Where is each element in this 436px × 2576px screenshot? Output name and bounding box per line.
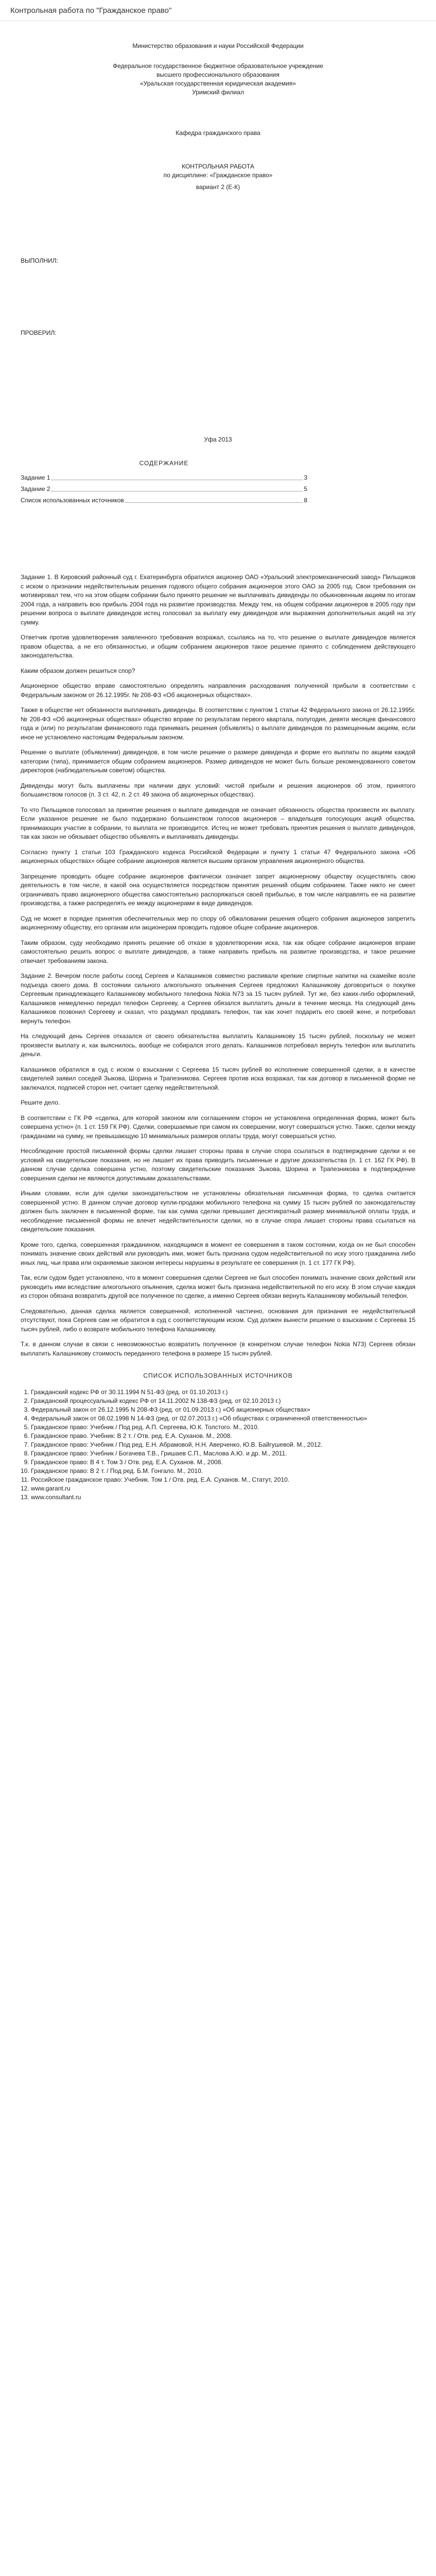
reference-item: 3. Федеральный закон от 26.12.1995 N 208-ФЗ (ред. от 01.09.2013 г.) «Об акционерных обществах» xyxy=(31,1405,415,1414)
department-line: Кафедра гражданского права xyxy=(176,129,260,137)
body-paragraph: Дивиденды могут быть выплачены при наличии двух условий: чистой прибыли и решения акционеров об этом, принятого большинством голосов (п. 3 ст. 42, п. 2 ст. 49 закона об акционерных обществах). xyxy=(21,782,415,798)
reference-item: 9. Гражданское право: В 4 т. Том 3 / Отв. ред. Е.А. Суханов. М., 2008. xyxy=(31,1458,415,1466)
body-paragraph: Таким образом, суду необходимо принять решение об отказе в удовлетворении иска, так как общее собрание акционеров вправе самостоятельно решить вопрос о выплате дивидендов, а также направить прибыль на развитие производства, и такое решение отвечает требованиям закона. xyxy=(21,939,415,964)
toc-leader xyxy=(51,472,303,480)
document-header xyxy=(0,0,436,21)
toc-leader xyxy=(125,495,303,503)
variant-line: вариант 2 (Е-К) xyxy=(196,183,240,191)
institution-line: «Уральская государственная юридическая академия» xyxy=(140,80,296,87)
body-paragraph: На следующий день Сергеев отказался от своего обязательства выплатить Калашникову 15 тысяч рублей, поскольку не может произвести выплату и, как выяснилось, вообще не собирался этого делать. Калашников потребовал вернуть телефон или выплатить деньги. xyxy=(21,1032,415,1058)
body-paragraph: Задание 2. Вечером после работы сосед Сергеев и Калашников совместно распивали крепкие спиртные напитки на скамейке возле подъезда своего дома. В состоянии сильного алкогольного опьянения Сергеев предложил Калашникову договориться о покупке Сергеевым принадлежащего Калашникову мобильного телефона Nokia N73 за 15 тысяч рублей. Тут же, без каких-либо оформлений, Калашников немедленно передал телефон Сергееву, а Сергеев обязался выплатить деньги в течение месяца. На следующий день Калашников позвонил Сергееву и сказал, что раздумал продавать телефон, так как хочет подарить его своей жене, и потребовал вернуть телефон. xyxy=(21,972,415,1025)
reference-item: 5. Гражданское право: Учебник / Под ред. А.П. Сергеева, Ю.К. Толстого. М., 2010. xyxy=(31,1423,415,1431)
body-paragraph: Т.к. в данном случае в связи с невозможностью возвратить полученное (в конкретном случае телефон Nokia N73) Сергеев обязан выплатить Калашникову стоимость переданного телефона в размере 15 тысяч рублей. xyxy=(21,1341,415,1357)
document-title: Контрольная работа по "Гражданское право" xyxy=(10,6,172,15)
toc-item-label: Список использованных источников xyxy=(21,497,124,504)
references-heading: СПИСОК ИСПОЛЬЗОВАННЫХ ИСТОЧНИКОВ xyxy=(143,1372,293,1379)
body-paragraph: Согласно пункту 1 статьи 103 Гражданского кодекса Российской Федерации и пункту 1 статьи 47 Федерального закона «Об акционерных обществах» общее собрание акционеров является высшим органом управления акционерного общества. xyxy=(21,848,415,865)
toc-item-page: 8 xyxy=(304,497,307,504)
references-list xyxy=(21,1388,415,1501)
reference-item: 11. Российское гражданское право: Учебник. Том 1 / Отв. ред. Е.А. Суханов. М., Статут, 2010. xyxy=(31,1476,415,1484)
body-paragraph: Ответчик против удовлетворения заявленного требования возражал, ссылаясь на то, что решение о выплате дивидендов является правом общества, а не его обязанностью, и общим собранием акционеров такое решение принято с соблюдением действующего законодательства. xyxy=(21,634,415,659)
toc-item[interactable] xyxy=(21,495,307,506)
institution-line: Федеральное государственное бюджетное образовательное учреждение xyxy=(113,62,323,70)
reference-item: 8. Гражданское право: Учебник / Богачева Т.В., Гришаев С.П., Маслова А.Ю. и др. М., 2011. xyxy=(31,1449,415,1458)
reference-item: 10. Гражданское право: В 2 т. / Под ред. Б.М. Гонгало. М., 2010. xyxy=(31,1467,415,1475)
body-paragraph: Акционерное общество вправе самостоятельно определять направления расходования полученной прибыли в соответствии с Федеральным законом от 26.12.1995г. № 208-ФЗ «Об акционерных обществах». xyxy=(21,682,415,699)
work-title: КОНТРОЛЬНАЯ РАБОТА xyxy=(182,163,254,170)
reference-item[interactable]: 12. www.garant.ru xyxy=(31,1484,415,1493)
toc-item[interactable] xyxy=(21,483,307,495)
toc-item-label: Задание 2 xyxy=(21,485,50,493)
body-paragraph: В соответствии с ГК РФ «сделка, для которой законом или соглашением сторон не установлена определенная форма, может быть совершена устно» (п. 1 ст. 159 ГК РФ). Сделки, совершаемые при самом их совершении, могут совершаться устно. Также, сделки между гражданами на сумму, не превышающую 10 минимальных размеров оплаты труда, могут совершаться устно. xyxy=(21,1114,415,1140)
body-paragraph: Решите дело. xyxy=(21,1099,60,1106)
body-paragraph: Так, если судом будет установлено, что в момент совершения сделки Сергеев не был способен понимать значение своих действий или руководить ими вследствие алкогольного опьянения, сделка может быть признана недействительной по его иску. В этом случае каждая из сторон обязана возвратить другой все полученное по сделке, а именно Сергеев обязан вернуть Калашникову мобильный телефон. xyxy=(21,1274,415,1299)
body-paragraph: Суд не может в порядке принятия обеспечительных мер по спору об обжаловании решения общего собрания акционеров запретить акционерному обществу, его органам или акционерам проводить годовое общее собрание акционеров. xyxy=(21,914,415,931)
toc-item-page: 5 xyxy=(304,485,307,493)
reference-item: 4. Федеральный закон от 08.02.1998 N 14-ФЗ (ред. от 02.07.2013 г.) «Об обществах с ограниченной ответственностью» xyxy=(31,1414,415,1422)
body-paragraph: Решение о выплате (объявлении) дивидендов, в том числе решение о размере дивиденда и форме его выплаты по акциям каждой категории (типа), принимается общим собранием акционеров. Размер дивидендов не может быть больше рекомендованного советом директоров (наблюдательным советом) общества. xyxy=(21,749,415,774)
reference-item[interactable]: 13. www.consultant.ru xyxy=(31,1493,415,1501)
ministry-line: Министерство образования и науки Российской Федерации xyxy=(132,42,304,49)
body-paragraph: Каким образом должен решиться спор? xyxy=(21,667,135,674)
toc-heading: СОДЕРЖАНИЕ xyxy=(139,460,189,467)
body-paragraph: То что Пильщиков голосовал за принятие решения о выплате дивидендов не означает обязанность общества произвести их выплату. Если указанное решение не было поддержано большинством голосов акционеров – владельцев голосующих акций общества, принимающих участие в собрании, то выплата не производится. Истец не может требовать принятия решения о выплате дивидендов, так как закон не обязывает общество объявлять и выплачивать дивиденды. xyxy=(21,806,415,840)
toc-item-label: Задание 1 xyxy=(21,474,50,481)
body-paragraph: Также в обществе нет обязанности выплачивать дивиденды. В соответствии с пунктом 1 статьи 42 Федерального закона от 26.12.1995г. № 208-ФЗ «Об акционерных обществах» общество вправе по результатам первого квартала, полугодия, девяти месяцев финансового года и (или) по результатам финансового года принимать решения (объявлять) о выплате дивидендов по размещенным акциям, если иное не установлено настоящим Федеральным законом. xyxy=(21,706,415,741)
discipline-line: по дисциплине: «Гражданское право» xyxy=(163,172,273,179)
body-paragraph: Калашников обратился в суд с иском о взыскании с Сергеева 15 тысяч рублей во исполнение совершенной сделки, а в качестве свидетелей заявил соседей Зыкова, Шорина и Трапезникова. Сергеев против иска возражал, так как договор в письменной форме не заключался, подписей сторон нет, считает сделку недействительной. xyxy=(21,1065,415,1091)
institution-line: Уримский филиал xyxy=(192,89,244,96)
title-page xyxy=(0,21,436,192)
body-paragraph: Задание 1. В Кировский районный суд г. Екатеринбурга обратился акционер ОАО «Уральский электромеханический завод» Пильщиков с иском о признании недействительным решения годового общего собрания акционеров этого ОАО за 2005 год. Свои требования он мотивировал тем, что на этом общем собрании было принято решение не выплачивать дивиденды по обыкновенным акциям по итогам 2004 года, а направить всю прибыль 2004 года на развитие производства. Между тем, на общем собрании акционеров в 2005 году при решении вопроса о выплате дивидендов истец голосовал за выплату ему дивидендов или выражения дополнительных акций на эту сумму. xyxy=(21,573,415,626)
checked-label: ПРОВЕРИЛ: xyxy=(21,329,57,336)
body-paragraph: Запрещение проводить общее собрание акционеров фактически означает запрет акционерному обществу осуществлять свою деятельность в том числе, в какой она осуществляется посредством принятия решений общим собранием. Также никто не смеет ограничивать право акционерного общества самостоятельно распоряжаться своей прибылью, в том числе направлять ее на развитие производства, а также распределять ее между акционерами в виде дивидендов. xyxy=(21,872,415,907)
reference-item: 2. Гражданский процессуальный кодекс РФ от 14.11.2002 N 138-ФЗ (ред. от 02.10.2013 г.) xyxy=(31,1397,415,1405)
reference-item: 7. Гражданское право: Учебник / Под ред. Е.Н. Абрамовой, Н.Н. Аверченко, Ю.В. Байгушевой. М., 2012. xyxy=(31,1440,415,1449)
city-year: Уфа 2013 xyxy=(204,436,232,443)
performed-label: ВЫПОЛНИЛ: xyxy=(21,257,58,264)
body-paragraph: Несоблюдение простой письменной формы сделки лишает стороны права в случае спора ссылаться в подтверждение сделки и ее условий на свидетельские показания, но не лишает их права приводить письменные и другие доказательства (п. 1 ст. 162 ГК РФ). В данном случае сделка совершена устно, поэтому свидетельские показания Зыкова, Шорина и Трапезникова в подтверждение совершения сделки не являются допустимыми доказательствами. xyxy=(21,1147,415,1182)
institution-line: высшего профессионального образования xyxy=(156,71,280,78)
reference-item: 1. Гражданский кодекс РФ от 30.11.1994 N 51-ФЗ (ред. от 01.10.2013 г.) xyxy=(31,1388,415,1396)
body-paragraph: Иными словами, если для сделки законодательством не установлены обязательная письменная форма, то сделка считается совершенной устно. В данном случае договор купли-продажи мобильного телефона на сумму 15 тысяч рублей по законодательству должен быть заключен в письменной форме, так как сумма сделки превышает десятикратный размер минимальной оплаты труда, и несоблюдение письменной формы не влечет недействительности сделки, но в случае спора лишает стороны права ссылаться на свидетельские показания. xyxy=(21,1190,415,1233)
body-paragraph: Следовательно, данная сделка является совершенной, исполненной частично, основания для признания ее недействительной отсутствуют, пока Сергеев сам не обратится в суд с соответствующим иском. Суд должен вынести решение о взыскании с Сергеева 15 тысяч рублей, либо о возврате мобильного телефона Калашникову. xyxy=(21,1307,415,1333)
toc-item-page: 3 xyxy=(304,474,307,481)
reference-item: 6. Гражданское право. Учебник: В 2 т. / Отв. ред. Е.А. Суханов. М., 2008. xyxy=(31,1432,415,1440)
toc-leader xyxy=(51,483,303,492)
toc-item[interactable] xyxy=(21,472,307,483)
document-body xyxy=(0,563,436,1501)
table-of-contents xyxy=(0,457,436,506)
body-paragraph: Кроме того, сделка, совершенная гражданином, находящимся в момент ее совершения в таком состоянии, когда он не был способен понимать значение своих действий или руководить ими, может быть признана судом недействительной по иску этого гражданина либо иных лиц, чьи права или охраняемые законом интересы нарушены в результате ее совершения (п. 1 ст. 177 ГК РФ). xyxy=(21,1241,415,1266)
